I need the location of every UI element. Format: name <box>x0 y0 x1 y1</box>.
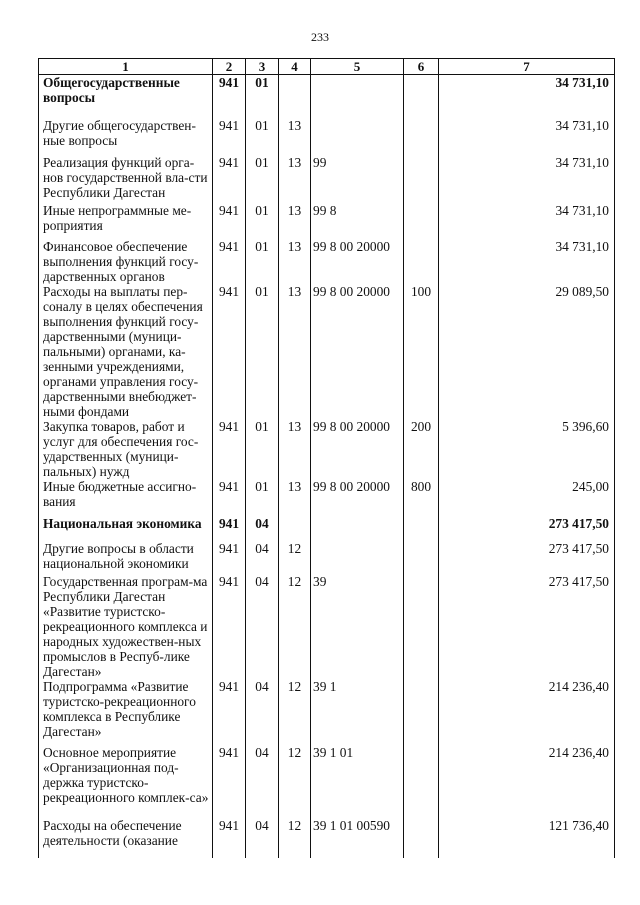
row-code-6 <box>404 118 439 155</box>
row-code-6 <box>404 516 439 541</box>
row-code-2: 941 <box>213 574 246 679</box>
row-code-5 <box>311 516 404 541</box>
row-code-6 <box>404 541 439 574</box>
header-col-5: 5 <box>311 59 404 75</box>
budget-table <box>38 58 615 858</box>
row-name: Расходы на выплаты пер-соналу в целях обеспечения выполнения функций госу-дарственными (муници-пальными) органами, ка-зенными учреждениями, органами управления госу-дарственными внебюджет-ными фондами <box>39 284 213 419</box>
row-code-3: 01 <box>246 118 279 155</box>
row-code-3: 01 <box>246 284 279 419</box>
row-code-4: 12 <box>279 574 311 679</box>
row-code-5 <box>311 541 404 574</box>
row-amount: 214 236,40 <box>439 679 615 745</box>
row-code-6 <box>404 679 439 745</box>
row-code-2: 941 <box>213 679 246 745</box>
row-name: Другие общегосударствен-ные вопросы <box>39 118 213 155</box>
row-code-5: 99 8 00 20000 <box>311 419 404 479</box>
row-code-2: 941 <box>213 419 246 479</box>
row-code-3: 04 <box>246 574 279 679</box>
header-col-7: 7 <box>439 59 615 75</box>
table-row <box>39 541 615 574</box>
table-row <box>39 479 615 516</box>
row-code-5: 99 8 00 20000 <box>311 479 404 516</box>
row-code-5: 99 8 00 20000 <box>311 239 404 284</box>
row-amount: 273 417,50 <box>439 541 615 574</box>
row-code-6 <box>404 155 439 203</box>
row-code-4: 12 <box>279 745 311 818</box>
table-row <box>39 239 615 284</box>
table-row <box>39 284 615 419</box>
row-amount: 34 731,10 <box>439 118 615 155</box>
row-code-4: 13 <box>279 203 311 239</box>
row-name: Закупка товаров, работ и услуг для обеспечения гос-ударственных (муници-пальных) нужд <box>39 419 213 479</box>
table-row <box>39 118 615 155</box>
row-code-4: 12 <box>279 541 311 574</box>
row-name: Общегосударственные вопросы <box>39 75 213 119</box>
row-code-3: 04 <box>246 516 279 541</box>
row-code-5 <box>311 75 404 119</box>
row-code-3: 01 <box>246 203 279 239</box>
header-col-2: 2 <box>213 59 246 75</box>
header-col-1: 1 <box>39 59 213 75</box>
table-row <box>39 818 615 858</box>
row-code-4: 13 <box>279 479 311 516</box>
row-code-3: 01 <box>246 419 279 479</box>
row-code-4: 13 <box>279 155 311 203</box>
row-code-4: 12 <box>279 818 311 858</box>
row-amount: 273 417,50 <box>439 574 615 679</box>
row-name: Расходы на обеспечение деятельности (оказание <box>39 818 213 858</box>
row-code-4: 13 <box>279 239 311 284</box>
row-code-2: 941 <box>213 818 246 858</box>
row-code-5: 99 8 00 20000 <box>311 284 404 419</box>
row-code-3: 04 <box>246 679 279 745</box>
row-code-5: 39 1 01 <box>311 745 404 818</box>
row-code-3: 01 <box>246 75 279 119</box>
row-amount: 34 731,10 <box>439 155 615 203</box>
row-code-5: 39 1 01 00590 <box>311 818 404 858</box>
row-amount: 121 736,40 <box>439 818 615 858</box>
row-amount: 273 417,50 <box>439 516 615 541</box>
row-name: Другие вопросы в области национальной экономики <box>39 541 213 574</box>
row-code-2: 941 <box>213 155 246 203</box>
page-number: 233 <box>311 30 329 44</box>
row-code-5: 39 <box>311 574 404 679</box>
row-code-6: 800 <box>404 479 439 516</box>
row-amount: 214 236,40 <box>439 745 615 818</box>
row-name: Подпрограмма «Развитие туристско-рекреационного комплекса в Республике Дагестан» <box>39 679 213 745</box>
row-code-2: 941 <box>213 203 246 239</box>
row-code-4 <box>279 75 311 119</box>
row-code-2: 941 <box>213 118 246 155</box>
row-code-6 <box>404 574 439 679</box>
row-amount: 5 396,60 <box>439 419 615 479</box>
row-code-2: 941 <box>213 75 246 119</box>
row-code-2: 941 <box>213 541 246 574</box>
row-code-3: 01 <box>246 239 279 284</box>
row-name: Национальная экономика <box>39 516 213 541</box>
table-row <box>39 75 615 119</box>
row-code-2: 941 <box>213 745 246 818</box>
table-header-row <box>39 59 615 75</box>
row-code-2: 941 <box>213 516 246 541</box>
row-amount: 34 731,10 <box>439 239 615 284</box>
row-code-6 <box>404 203 439 239</box>
row-code-6: 200 <box>404 419 439 479</box>
row-code-3: 04 <box>246 541 279 574</box>
row-code-6 <box>404 818 439 858</box>
row-code-2: 941 <box>213 479 246 516</box>
row-name: Основное мероприятие «Организационная под-держка туристско-рекреационного комплек-са» <box>39 745 213 818</box>
row-code-3: 01 <box>246 155 279 203</box>
row-code-4: 12 <box>279 679 311 745</box>
row-code-5: 99 <box>311 155 404 203</box>
table-row <box>39 745 615 818</box>
table-row <box>39 679 615 745</box>
row-amount: 245,00 <box>439 479 615 516</box>
table-row <box>39 574 615 679</box>
row-code-4: 13 <box>279 419 311 479</box>
row-code-2: 941 <box>213 239 246 284</box>
row-code-2: 941 <box>213 284 246 419</box>
row-code-5: 39 1 <box>311 679 404 745</box>
table-row <box>39 155 615 203</box>
table-row <box>39 203 615 239</box>
row-code-6 <box>404 75 439 119</box>
header-col-3: 3 <box>246 59 279 75</box>
row-name: Иные бюджетные ассигно-вания <box>39 479 213 516</box>
row-amount: 29 089,50 <box>439 284 615 419</box>
header-col-4: 4 <box>279 59 311 75</box>
row-code-4: 13 <box>279 284 311 419</box>
row-code-3: 04 <box>246 818 279 858</box>
row-code-6: 100 <box>404 284 439 419</box>
row-amount: 34 731,10 <box>439 75 615 119</box>
row-code-6 <box>404 239 439 284</box>
row-code-6 <box>404 745 439 818</box>
row-name: Иные непрограммные ме-роприятия <box>39 203 213 239</box>
row-amount: 34 731,10 <box>439 203 615 239</box>
row-name: Финансовое обеспечение выполнения функций госу-дарственных органов <box>39 239 213 284</box>
row-name: Государственная програм-ма Республики Дагестан «Развитие туристско-рекреационного комплекса и народных художествен-ных промыслов в Респуб-лике Дагестан» <box>39 574 213 679</box>
row-name: Реализация функций орга-нов государственной вла-сти Республики Дагестан <box>39 155 213 203</box>
row-code-5: 99 8 <box>311 203 404 239</box>
table-row <box>39 516 615 541</box>
header-col-6: 6 <box>404 59 439 75</box>
table-row <box>39 419 615 479</box>
row-code-4: 13 <box>279 118 311 155</box>
row-code-4 <box>279 516 311 541</box>
row-code-3: 04 <box>246 745 279 818</box>
row-code-3: 01 <box>246 479 279 516</box>
row-code-5 <box>311 118 404 155</box>
